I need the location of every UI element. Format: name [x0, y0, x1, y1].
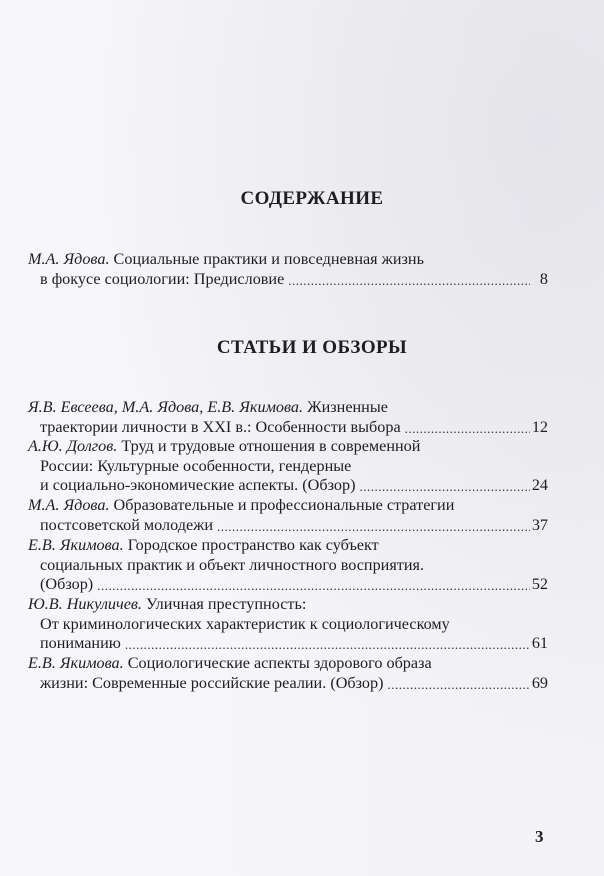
entry-page-number: 8 — [539, 269, 548, 288]
entry-title-line: Образовательные и профессиональные стратегии — [113, 496, 455, 514]
entry-author: М.А. Ядова. — [28, 496, 110, 514]
contents-heading: СОДЕРЖАНИЕ — [240, 188, 384, 209]
toc-entry[interactable] — [28, 536, 548, 595]
leader-dots — [125, 634, 530, 654]
page-number: 3 — [535, 827, 544, 846]
toc-entry[interactable] — [28, 595, 548, 654]
entry-author: Е.В. Якимова. — [28, 654, 124, 672]
entry-author: А.Ю. Долгов. — [28, 437, 118, 455]
entry-page-number: 37 — [531, 515, 548, 534]
entry-title-line: Труд и трудовые отношения в современной — [121, 437, 421, 455]
articles-heading: СТАТЬИ И ОБЗОРЫ — [216, 337, 408, 358]
entry-page-number: 24 — [531, 476, 548, 494]
entry-title-line: постсоветской молодежи — [40, 515, 214, 534]
entry-page-number: 12 — [531, 417, 548, 436]
leader-dots — [388, 674, 530, 694]
toc-entry[interactable] — [28, 437, 548, 496]
entry-title-line: России: Культурные особенности, гендерные — [40, 456, 352, 475]
leader-dots — [288, 270, 530, 290]
entry-title-line: Городское пространство как субъект — [127, 536, 379, 554]
leader-dots — [405, 418, 530, 438]
entry-author: Я.В. Евсеева, М.А. Ядова, Е.В. Якимова. — [28, 398, 304, 416]
entry-author: Е.В. Якимова. — [28, 536, 124, 554]
toc-entry[interactable] — [28, 398, 548, 437]
entry-title-line: От криминологических характеристик к социологическому — [40, 614, 450, 633]
entry-page-number: 61 — [531, 634, 548, 652]
entry-title-line: жизни: Современные российские реалии. (Обзор) — [40, 673, 384, 692]
entry-page-number: 69 — [531, 673, 548, 692]
entry-title-line: Жизненные — [307, 398, 388, 416]
entry-author: М.А. Ядова. — [28, 250, 110, 268]
leader-dots — [359, 476, 529, 496]
entry-title-line: Социальные практики и повседневная жизнь — [113, 250, 424, 268]
toc-entry[interactable] — [28, 654, 548, 693]
entry-title-line: социальных практик и объект личностного восприятия. — [40, 555, 425, 574]
leader-dots — [217, 516, 530, 536]
entry-title-line: (Обзор) — [40, 575, 94, 593]
toc-entry[interactable] — [28, 250, 548, 289]
leader-dots — [97, 575, 530, 595]
entry-author: Ю.В. Никуличев. — [28, 595, 142, 613]
entry-title-line: траектории личности в XXI в.: Особенности выбора — [40, 417, 401, 436]
entry-title-line: пониманию — [40, 634, 121, 652]
toc-entry[interactable] — [28, 496, 548, 535]
entry-title-line: и социально-экономические аспекты. (Обзор) — [40, 476, 356, 494]
entry-page-number: 52 — [531, 575, 548, 593]
entry-title-line: Социологические аспекты здорового образа — [127, 654, 432, 672]
entry-title-line: в фокусе социологии: Предисловие — [40, 269, 285, 288]
entry-title-line: Уличная преступность: — [146, 595, 307, 613]
